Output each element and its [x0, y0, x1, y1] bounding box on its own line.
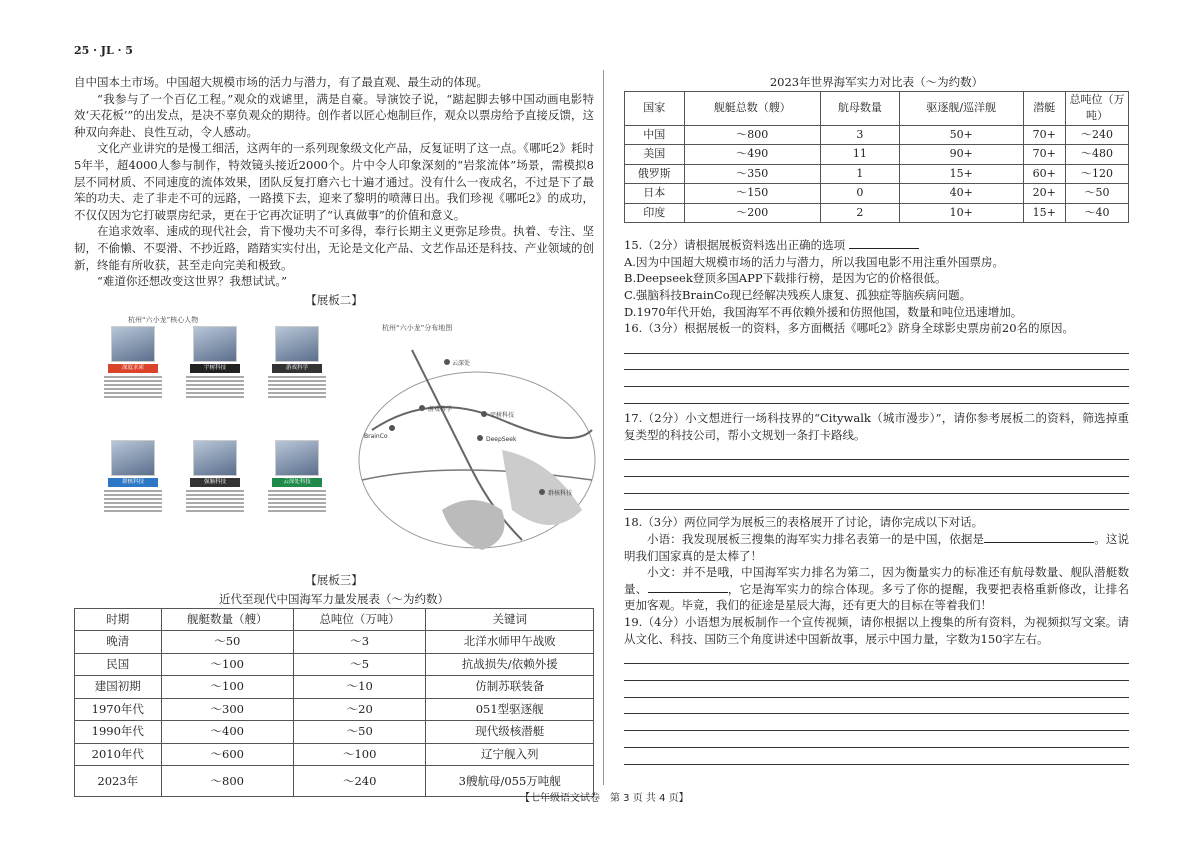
option-d: D.1970年代开始，我国海军不再依赖外援和仿照他国，数量和吨位迅速增加。	[624, 304, 1023, 319]
table-cell: 2023年	[75, 766, 162, 797]
company-profiles	[88, 310, 350, 565]
dialogue-xiaowen: 小文：并不是哦，中国海军实力排名为第二，因为衡量实力的标准还有航母数量、舰队潜艇数量、 ，它是海军实力的综合体现。多亏了你的提醒，我要把表格重新修改，让排名更加客观。毕竟，我们的征途是星辰大海，还有更大的目标在等着我们！	[624, 565, 1130, 613]
table-header: 国家	[625, 91, 685, 125]
table-cell: 0	[821, 184, 900, 204]
answer-blank[interactable]	[984, 531, 1094, 543]
table-cell: ～240	[1066, 125, 1129, 145]
map-label: 游戏科学	[428, 406, 453, 414]
map-label: 宇树科技	[490, 412, 515, 420]
panel2-title: 【展板二】	[305, 292, 363, 307]
table-cell: 051型驱逐舰	[426, 698, 594, 721]
answer-line[interactable]	[624, 387, 1129, 404]
table-cell: 50+	[899, 125, 1023, 145]
answer-line[interactable]	[624, 494, 1129, 511]
table-cell: 2	[821, 203, 900, 223]
table-cell: 20+	[1023, 184, 1065, 204]
table-cell: ～40	[1066, 203, 1129, 223]
table-cell: 1970年代	[75, 698, 162, 721]
company-tag: 群核科技	[108, 478, 158, 487]
table-cell: 11	[821, 145, 900, 165]
table-row	[625, 145, 1129, 165]
table-row	[75, 676, 594, 699]
map-label: 群核科技	[548, 490, 573, 498]
table-cell: 60+	[1023, 164, 1065, 184]
left-column	[74, 74, 594, 797]
table-header: 总吨位（万吨）	[1066, 91, 1129, 125]
map-label: DeepSeek	[486, 436, 517, 444]
table-header: 关键词	[426, 608, 594, 631]
table-cell: 现代级核潜艇	[426, 721, 594, 744]
paragraph: 文化产业讲究的是慢工细活，这两年的一系列现象级文化产品，反复证明了这一点。《哪吒2》耗时5年半，超4000人参与制作，特效镜头接近2000个。片中令人印象深刻的“岩浆流体”场景，需模拟8层不同材质、不同速度的流体效果，团队反复打磨六七十遍才通过。没有什么一夜成名，不过是下了最笨的功夫、走了非走不可的远路，一路摸下去，迎来了黎明的喷薄日出。我们珍视《哪吒2》的成功，不仅仅因为它打破票房纪录，更在于它再次证明了“认真做事”的价值和意义。	[74, 141, 594, 222]
table-header: 驱逐舰/巡洋舰	[899, 91, 1023, 125]
table-cell: ～50	[161, 631, 293, 654]
table-cell: 40+	[899, 184, 1023, 204]
company-tag: 游戏科学	[272, 364, 322, 373]
table-cell: 90+	[899, 145, 1023, 165]
table-header: 潜艇	[1023, 91, 1065, 125]
table-cell: ～100	[161, 653, 293, 676]
table-cell: ～490	[684, 145, 821, 165]
company-tag: 宇树科技	[190, 364, 240, 373]
table-cell: ～150	[684, 184, 821, 204]
table-cell: ～800	[684, 125, 821, 145]
person-photo	[193, 326, 237, 362]
table-cell: 10+	[899, 203, 1023, 223]
answer-line[interactable]	[624, 647, 1129, 664]
table-row	[75, 743, 594, 766]
table-cell: ～300	[161, 698, 293, 721]
table-cell: 70+	[1023, 145, 1065, 165]
person-photo	[193, 440, 237, 476]
profiles-caption: 杭州“六小龙”核心人物	[128, 316, 199, 325]
company-card	[104, 326, 162, 400]
person-photo	[111, 440, 155, 476]
table-cell: 抗战损失/依赖外援	[426, 653, 594, 676]
table-cell: 印度	[625, 203, 685, 223]
table-cell: ～100	[293, 743, 425, 766]
table-cell: ～100	[161, 676, 293, 699]
person-photo	[275, 326, 319, 362]
answer-line[interactable]	[624, 748, 1129, 765]
column-divider	[603, 70, 604, 785]
table-cell: 日本	[625, 184, 685, 204]
table-cell: 仿制苏联装备	[426, 676, 594, 699]
table-cell: 中国	[625, 125, 685, 145]
paragraph: 自中国本土市场。中国超大规模市场的活力与潜力，有了最直观、最生动的体现。	[74, 75, 488, 89]
table-cell: ～350	[684, 164, 821, 184]
dialogue-xiaoyu: 小语：我发现展板三搜集的海军实力排名表第一的是中国，依据是 。这说明我们国家真的是太棒了！	[624, 532, 1129, 563]
answer-line[interactable]	[624, 664, 1129, 681]
table-row	[625, 164, 1129, 184]
table-cell: ～5	[293, 653, 425, 676]
table-cell: 辽宁舰入列	[426, 743, 594, 766]
table-cell: ～3	[293, 631, 425, 654]
table-header: 舰艇数量（艘）	[161, 608, 293, 631]
panel2-figure	[74, 310, 594, 570]
answer-line[interactable]	[624, 370, 1129, 387]
answer-line[interactable]	[624, 443, 1129, 460]
table-cell: 70+	[1023, 125, 1065, 145]
table-header: 航母数量	[821, 91, 900, 125]
table-cell: ～400	[161, 721, 293, 744]
company-map	[352, 310, 602, 560]
company-card	[268, 326, 326, 400]
table-cell: ～800	[161, 766, 293, 797]
table-cell: ～200	[684, 203, 821, 223]
right-column	[624, 74, 1129, 765]
company-tag: 强脑科技	[190, 478, 240, 487]
question-18: 18.（3分）两位同学为展板三的表格展开了讨论，请你完成以下对话。	[624, 515, 984, 530]
table-row	[75, 698, 594, 721]
navy-history-table	[74, 608, 594, 798]
table-row	[75, 721, 594, 744]
table4-caption: 2023年世界海军实力对比表（～为约数）	[769, 75, 984, 89]
answer-line[interactable]	[624, 731, 1129, 748]
table-cell: ～50	[1066, 184, 1129, 204]
navy-comparison-table	[624, 91, 1129, 224]
table-row	[625, 125, 1129, 145]
answer-blank[interactable]	[648, 581, 728, 593]
answer-line[interactable]	[624, 698, 1129, 715]
company-card	[104, 440, 162, 514]
map-label: BrainCo	[364, 433, 388, 441]
table-cell: 晚清	[75, 631, 162, 654]
answer-blank[interactable]	[849, 237, 919, 249]
table-cell: ～50	[293, 721, 425, 744]
table-header: 时期	[75, 608, 162, 631]
page-footer: 【七年级语文试卷 第 3 页 共 4 页】	[520, 793, 689, 804]
table-cell: ～120	[1066, 164, 1129, 184]
map-caption: 杭州“六小龙”分布地图	[382, 324, 453, 333]
answer-line[interactable]	[624, 477, 1129, 494]
option-c: C.强脑科技BrainCo现已经解决残疾人康复、孤独症等脑疾病问题。	[624, 288, 972, 303]
question-19: 19.（4分）小语想为展板制作一个宣传视频，请你根据以上搜集的所有资料，为视频拟写文案。请从文化、科技、国防三个角度讲述中国新故事，展示中国力量，字数为150字左右。	[624, 614, 1129, 646]
table-cell: 1	[821, 164, 900, 184]
answer-line[interactable]	[624, 714, 1129, 731]
table-cell: ～600	[161, 743, 293, 766]
table-row	[75, 631, 594, 654]
answer-line[interactable]	[624, 337, 1129, 354]
table-cell: 民国	[75, 653, 162, 676]
company-card	[268, 440, 326, 514]
table-cell: 1990年代	[75, 721, 162, 744]
map-label: 云深处	[452, 360, 471, 368]
company-tag: 深度求索	[108, 364, 158, 373]
company-card	[186, 440, 244, 514]
option-a: A.因为中国超大规模市场的活力与潜力，所以我国电影不用注重外国票房。	[624, 254, 1004, 269]
answer-line[interactable]	[624, 681, 1129, 698]
table-row	[625, 184, 1129, 204]
table-row	[625, 203, 1129, 223]
answer-line[interactable]	[624, 460, 1129, 477]
person-photo	[275, 440, 319, 476]
option-b: B.Deepseek登顶多国APP下载排行榜，是因为它的价格很低。	[624, 271, 947, 286]
table-cell: 美国	[625, 145, 685, 165]
table-cell: ～10	[293, 676, 425, 699]
table-cell: 15+	[899, 164, 1023, 184]
panel3-title: 【展板三】	[305, 573, 363, 588]
table-cell: 北洋水师甲午战败	[426, 631, 594, 654]
table-cell: 15+	[1023, 203, 1065, 223]
question-16: 16.（3分）根据展板一的资料，多方面概括《哪吒2》跻身全球影史票房前20名的原因。	[624, 321, 1075, 336]
exam-code: 25 · JL · 5	[74, 44, 133, 57]
table-cell: 俄罗斯	[625, 164, 685, 184]
paragraph: “难道你还想改变这世界？我想试试。”	[97, 274, 288, 289]
table-cell: ～480	[1066, 145, 1129, 165]
paragraph: 在追求效率、速成的现代社会，肯下慢功夫不可多得，奉行长期主义更弥足珍贵。执着、专注、坚韧，不偷懒、不耍滑、不抄近路，踏踏实实付出，无论是文化产品、文艺作品还是科技、产业领域的创新，终能有所收获，甚至走向完美和极致。	[74, 224, 594, 272]
table3-caption: 近代至现代中国海军力量发展表（～为约数）	[219, 591, 449, 606]
question-15: 15.（2分）请根据展板资料选出正确的选项	[624, 237, 1129, 254]
table-cell: 建国初期	[75, 676, 162, 699]
person-photo	[111, 326, 155, 362]
table-cell: 2010年代	[75, 743, 162, 766]
table-header: 总吨位（万吨）	[293, 608, 425, 631]
table-row	[75, 653, 594, 676]
company-tag: 云深处科技	[272, 478, 322, 487]
paragraph: “我参与了一个百亿工程。”观众的戏谑里，满是自豪。导演饺子说，“踮起脚去够中国动画电影特效‘天花板’”的出发点，是决不辜负观众的期待。创作者以匠心炮制巨作，观众以票房给予直接反馈，这种双向奔赴、良性互动，令人感动。	[74, 91, 594, 139]
question-17: 17.（2分）小文想进行一场科技界的“Citywalk（城市漫步）”，请你参考展板二的资料，筛选掉重复类型的科技公司，帮小文规划一条打卡路线。	[624, 411, 1129, 442]
table-header: 舰艇总数（艘）	[684, 91, 821, 125]
table-cell: 3	[821, 125, 900, 145]
answer-line[interactable]	[624, 354, 1129, 371]
table-cell: 3艘航母/055万吨舰	[426, 766, 594, 797]
table-row	[75, 766, 594, 797]
company-card	[186, 326, 244, 400]
table-cell: ～240	[293, 766, 425, 797]
table-cell: ～20	[293, 698, 425, 721]
